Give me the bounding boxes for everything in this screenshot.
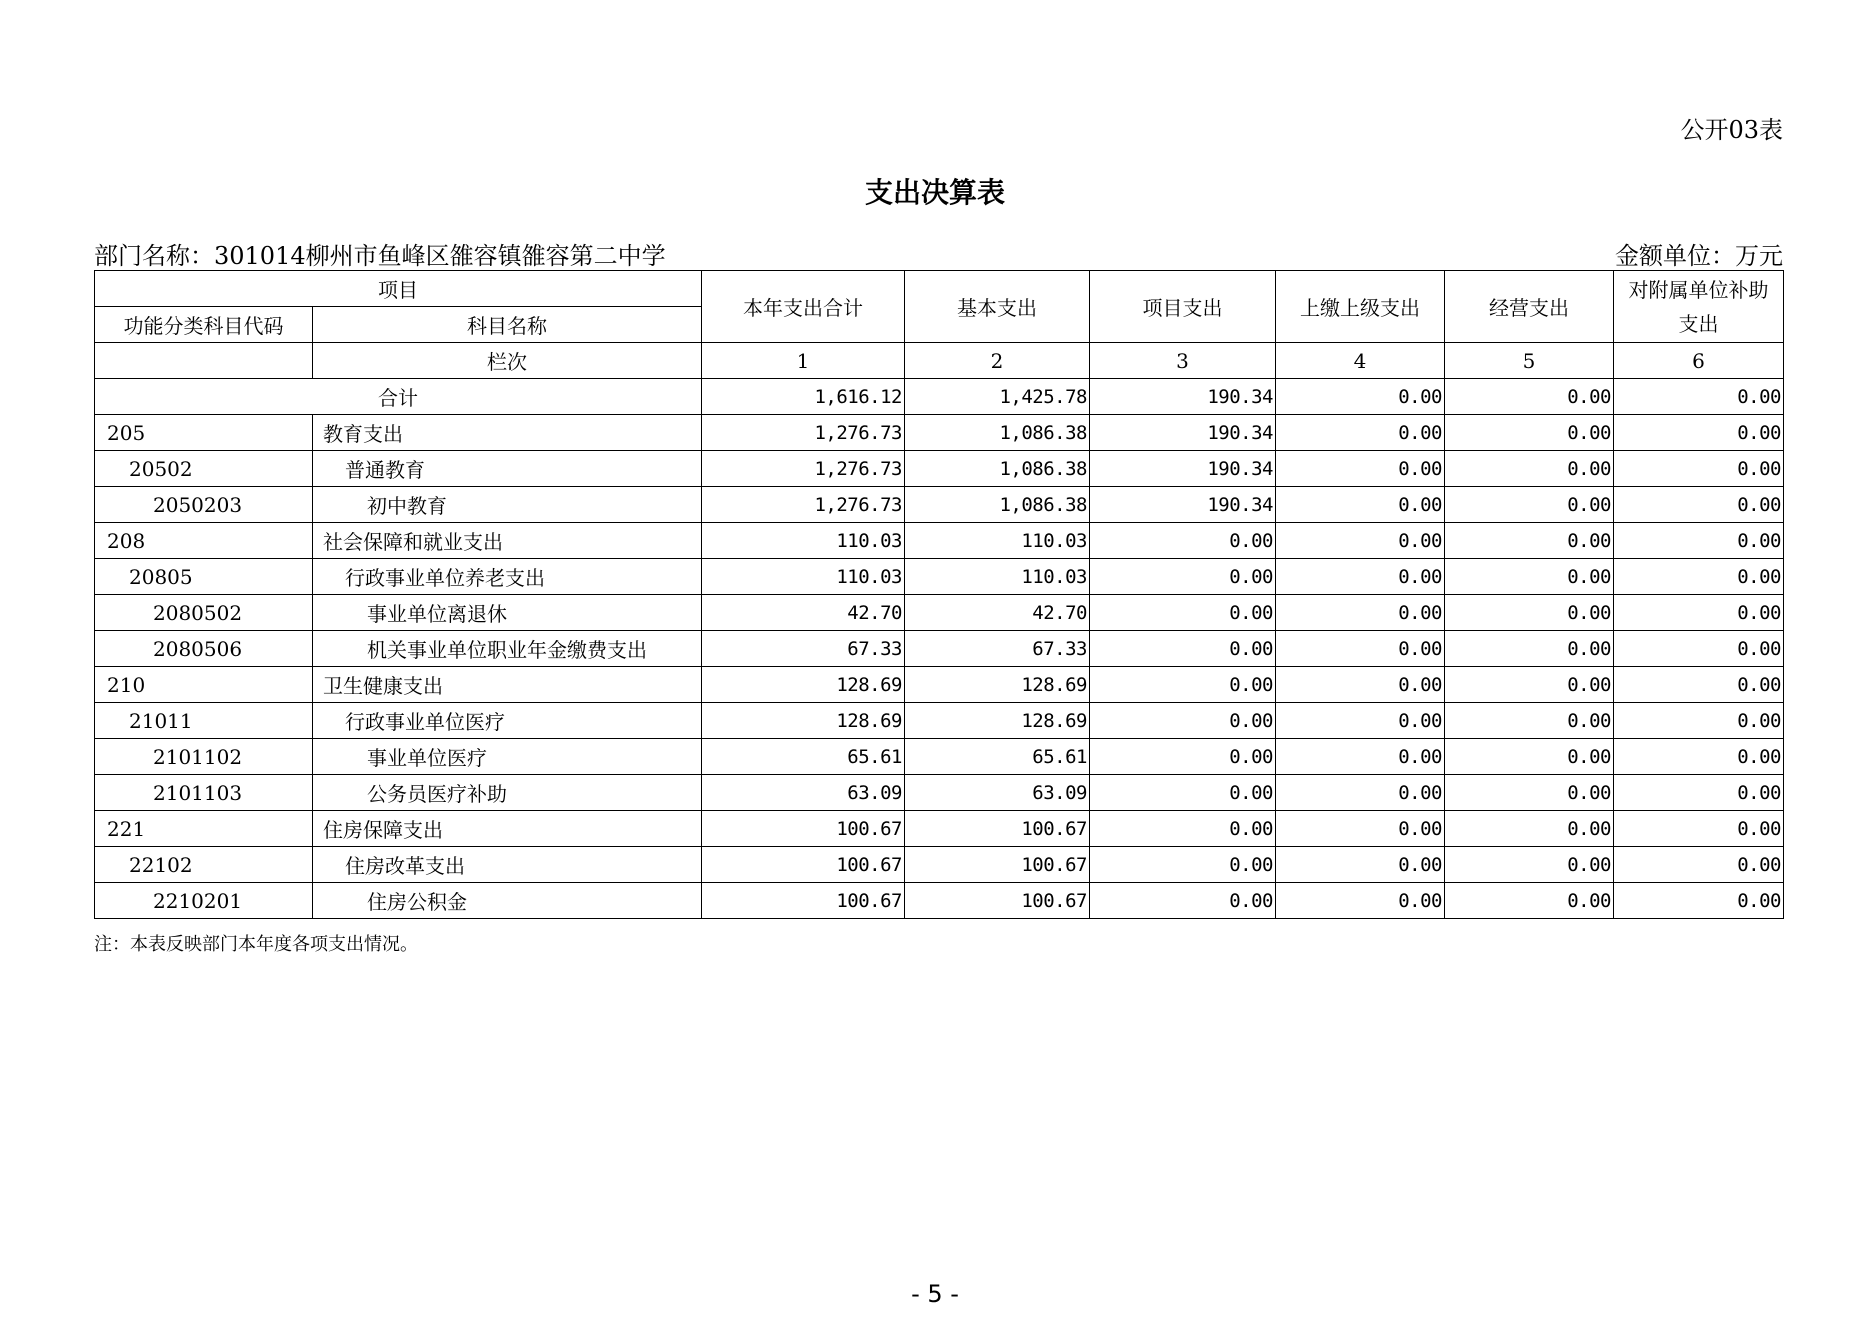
amount-cell: 0.00 xyxy=(1445,703,1614,739)
amount-cell: 128.69 xyxy=(702,667,905,703)
column-index: 6 xyxy=(1614,343,1784,379)
expenditure-table xyxy=(94,270,1784,919)
amount-cell: 100.67 xyxy=(702,883,905,919)
subject-name: 行政事业单位养老支出 xyxy=(313,559,702,595)
amount-cell: 0.00 xyxy=(1276,631,1445,667)
amount-unit: 金额单位：万元 xyxy=(1615,242,1783,270)
subject-code: 205 xyxy=(95,415,313,451)
amount-cell: 0.00 xyxy=(1276,487,1445,523)
department-name: 部门名称：301014柳州市鱼峰区雒容镇雒容第二中学 xyxy=(94,242,666,270)
amount-cell: 0.00 xyxy=(1276,703,1445,739)
header-subsidy-line2: 支出 xyxy=(1678,311,1719,336)
column-index-label: 栏次 xyxy=(313,343,702,379)
amount-cell: 128.69 xyxy=(905,703,1090,739)
subject-code: 2080506 xyxy=(95,631,313,667)
amount-cell: 0.00 xyxy=(1090,631,1276,667)
subject-code: 210 xyxy=(95,667,313,703)
amount-cell: 1,276.73 xyxy=(702,415,905,451)
subject-code: 2101102 xyxy=(95,739,313,775)
header-code: 功能分类科目代码 xyxy=(95,307,313,343)
amount-cell: 0.00 xyxy=(1276,595,1445,631)
amount-cell: 0.00 xyxy=(1090,559,1276,595)
amount-cell: 0.00 xyxy=(1090,595,1276,631)
amount-cell: 0.00 xyxy=(1090,775,1276,811)
total-value: 1,425.78 xyxy=(905,379,1090,415)
subject-name: 初中教育 xyxy=(313,487,702,523)
amount-cell: 0.00 xyxy=(1090,703,1276,739)
column-index: 4 xyxy=(1276,343,1445,379)
amount-cell: 0.00 xyxy=(1276,883,1445,919)
amount-cell: 0.00 xyxy=(1445,415,1614,451)
table-note: 注：本表反映部门本年度各项支出情况。 xyxy=(94,934,418,955)
amount-cell: 1,086.38 xyxy=(905,487,1090,523)
amount-cell: 190.34 xyxy=(1090,415,1276,451)
total-value: 0.00 xyxy=(1445,379,1614,415)
table-row xyxy=(95,811,1784,847)
table-row xyxy=(95,595,1784,631)
table-row xyxy=(95,487,1784,523)
amount-cell: 0.00 xyxy=(1614,883,1784,919)
subject-name: 事业单位离退休 xyxy=(313,595,702,631)
amount-cell: 0.00 xyxy=(1614,739,1784,775)
amount-cell: 0.00 xyxy=(1614,595,1784,631)
amount-cell: 0.00 xyxy=(1445,775,1614,811)
subject-code: 22102 xyxy=(95,847,313,883)
subject-name: 住房公积金 xyxy=(313,883,702,919)
amount-cell: 0.00 xyxy=(1614,775,1784,811)
subject-code: 20502 xyxy=(95,451,313,487)
amount-cell: 0.00 xyxy=(1276,667,1445,703)
amount-cell: 0.00 xyxy=(1276,739,1445,775)
table-row xyxy=(95,631,1784,667)
amount-cell: 0.00 xyxy=(1276,847,1445,883)
column-index: 2 xyxy=(905,343,1090,379)
amount-cell: 0.00 xyxy=(1090,847,1276,883)
subject-code: 2210201 xyxy=(95,883,313,919)
amount-cell: 110.03 xyxy=(905,559,1090,595)
table-row xyxy=(95,667,1784,703)
amount-cell: 63.09 xyxy=(702,775,905,811)
amount-cell: 190.34 xyxy=(1090,487,1276,523)
header-project: 项目支出 xyxy=(1090,271,1276,343)
amount-cell: 110.03 xyxy=(702,559,905,595)
subject-name: 社会保障和就业支出 xyxy=(313,523,702,559)
table-row xyxy=(95,739,1784,775)
amount-cell: 100.67 xyxy=(702,847,905,883)
amount-cell: 0.00 xyxy=(1276,415,1445,451)
subject-code: 21011 xyxy=(95,703,313,739)
table-row xyxy=(95,703,1784,739)
subject-code: 2101103 xyxy=(95,775,313,811)
amount-cell: 0.00 xyxy=(1445,487,1614,523)
header-business: 经营支出 xyxy=(1445,271,1614,343)
subject-name: 卫生健康支出 xyxy=(313,667,702,703)
subject-code: 2080502 xyxy=(95,595,313,631)
total-value: 0.00 xyxy=(1276,379,1445,415)
amount-cell: 0.00 xyxy=(1614,703,1784,739)
subject-name: 行政事业单位医疗 xyxy=(313,703,702,739)
header-total: 本年支出合计 xyxy=(702,271,905,343)
amount-cell: 0.00 xyxy=(1276,811,1445,847)
table-row xyxy=(95,523,1784,559)
table-row xyxy=(95,775,1784,811)
table-row xyxy=(95,559,1784,595)
amount-cell: 1,086.38 xyxy=(905,415,1090,451)
amount-cell: 0.00 xyxy=(1614,451,1784,487)
amount-cell: 67.33 xyxy=(702,631,905,667)
amount-cell: 110.03 xyxy=(702,523,905,559)
subject-name: 住房保障支出 xyxy=(313,811,702,847)
amount-cell: 100.67 xyxy=(905,847,1090,883)
amount-cell: 0.00 xyxy=(1090,739,1276,775)
table-row xyxy=(95,415,1784,451)
header-row-1 xyxy=(95,271,1784,307)
amount-cell: 0.00 xyxy=(1090,883,1276,919)
amount-cell: 0.00 xyxy=(1614,631,1784,667)
amount-cell: 0.00 xyxy=(1614,523,1784,559)
table-row xyxy=(95,451,1784,487)
header-name: 科目名称 xyxy=(313,307,702,343)
total-value: 0.00 xyxy=(1614,379,1784,415)
amount-cell: 100.67 xyxy=(905,883,1090,919)
amount-cell: 0.00 xyxy=(1445,811,1614,847)
amount-cell: 0.00 xyxy=(1276,775,1445,811)
amount-cell: 0.00 xyxy=(1276,451,1445,487)
amount-cell: 0.00 xyxy=(1276,559,1445,595)
total-value: 1,616.12 xyxy=(702,379,905,415)
amount-cell: 1,086.38 xyxy=(905,451,1090,487)
amount-cell: 63.09 xyxy=(905,775,1090,811)
amount-cell: 0.00 xyxy=(1445,739,1614,775)
subject-name: 公务员医疗补助 xyxy=(313,775,702,811)
amount-cell: 0.00 xyxy=(1445,451,1614,487)
index-blank xyxy=(95,343,313,379)
amount-cell: 0.00 xyxy=(1445,523,1614,559)
page-title: 支出决算表 xyxy=(864,176,1005,209)
amount-cell: 100.67 xyxy=(905,811,1090,847)
table-row xyxy=(95,847,1784,883)
amount-cell: 128.69 xyxy=(905,667,1090,703)
amount-cell: 0.00 xyxy=(1445,631,1614,667)
amount-cell: 0.00 xyxy=(1090,811,1276,847)
table-row xyxy=(95,883,1784,919)
amount-cell: 1,276.73 xyxy=(702,487,905,523)
amount-cell: 190.34 xyxy=(1090,451,1276,487)
subject-name: 普通教育 xyxy=(313,451,702,487)
subject-code: 2050203 xyxy=(95,487,313,523)
amount-cell: 42.70 xyxy=(702,595,905,631)
header-subsidy-line1: 对附属单位补助 xyxy=(1628,277,1769,302)
header-item: 项目 xyxy=(95,271,702,307)
total-row xyxy=(95,379,1784,415)
amount-cell: 0.00 xyxy=(1445,667,1614,703)
amount-cell: 1,276.73 xyxy=(702,451,905,487)
header-subsidy xyxy=(1614,271,1784,343)
subject-name: 事业单位医疗 xyxy=(313,739,702,775)
subject-code: 221 xyxy=(95,811,313,847)
header-upper: 上缴上级支出 xyxy=(1276,271,1445,343)
column-index: 1 xyxy=(702,343,905,379)
subject-name: 机关事业单位职业年金缴费支出 xyxy=(313,631,702,667)
subject-code: 208 xyxy=(95,523,313,559)
column-index-row xyxy=(95,343,1784,379)
amount-cell: 0.00 xyxy=(1614,559,1784,595)
amount-cell: 0.00 xyxy=(1276,523,1445,559)
total-label: 合计 xyxy=(95,379,702,415)
amount-cell: 0.00 xyxy=(1614,811,1784,847)
amount-cell: 0.00 xyxy=(1614,487,1784,523)
column-index: 5 xyxy=(1445,343,1614,379)
amount-cell: 42.70 xyxy=(905,595,1090,631)
subject-name: 教育支出 xyxy=(313,415,702,451)
amount-cell: 128.69 xyxy=(702,703,905,739)
amount-cell: 65.61 xyxy=(905,739,1090,775)
form-code: 公开03表 xyxy=(1680,116,1783,144)
amount-cell: 0.00 xyxy=(1090,667,1276,703)
amount-cell: 0.00 xyxy=(1445,847,1614,883)
amount-cell: 0.00 xyxy=(1445,883,1614,919)
total-value: 190.34 xyxy=(1090,379,1276,415)
amount-cell: 0.00 xyxy=(1614,415,1784,451)
amount-cell: 100.67 xyxy=(702,811,905,847)
subject-code: 20805 xyxy=(95,559,313,595)
amount-cell: 0.00 xyxy=(1614,847,1784,883)
amount-cell: 110.03 xyxy=(905,523,1090,559)
header-basic: 基本支出 xyxy=(905,271,1090,343)
subject-name: 住房改革支出 xyxy=(313,847,702,883)
amount-cell: 65.61 xyxy=(702,739,905,775)
amount-cell: 67.33 xyxy=(905,631,1090,667)
column-index: 3 xyxy=(1090,343,1276,379)
amount-cell: 0.00 xyxy=(1445,559,1614,595)
amount-cell: 0.00 xyxy=(1090,523,1276,559)
amount-cell: 0.00 xyxy=(1445,595,1614,631)
page-number: - 5 - xyxy=(911,1280,959,1308)
amount-cell: 0.00 xyxy=(1614,667,1784,703)
